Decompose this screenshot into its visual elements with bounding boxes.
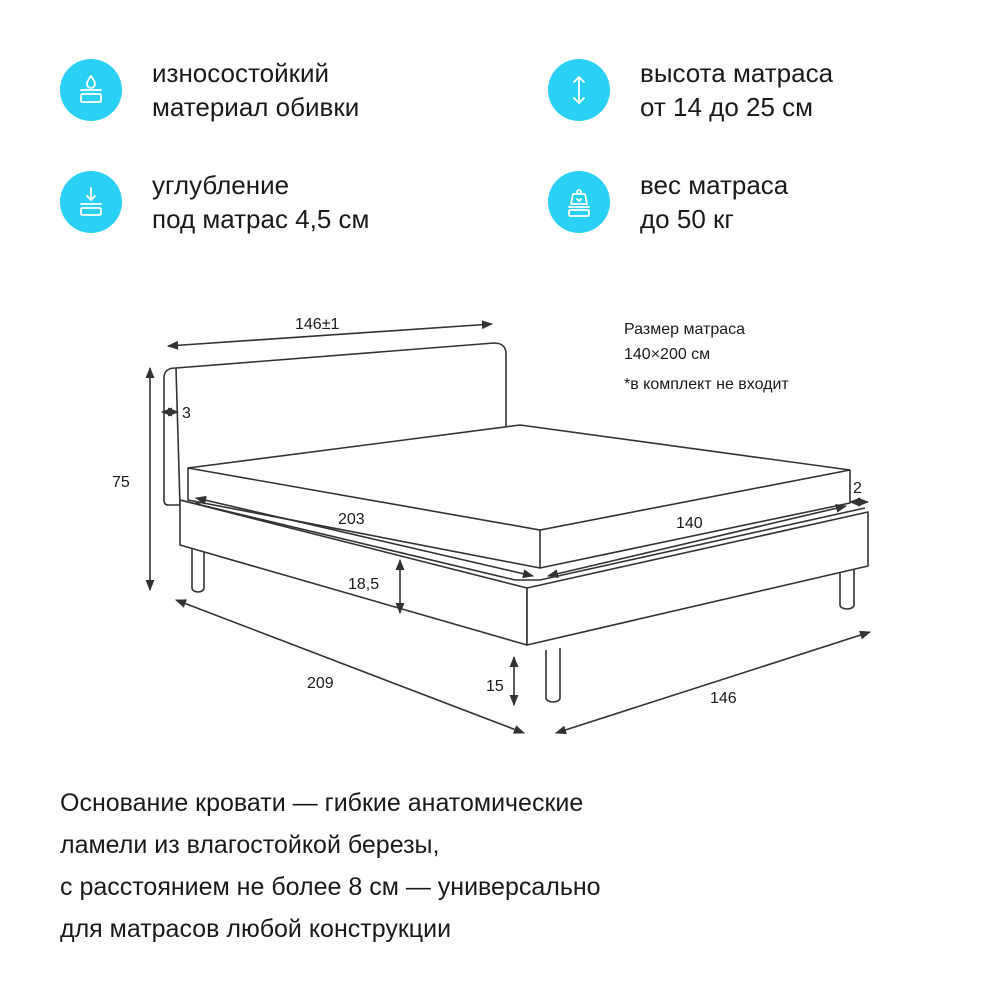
mattress-size-label: Размер матраса	[624, 321, 746, 338]
feature-line: углубление	[152, 170, 290, 200]
dim-label-frame-height: 18,5	[348, 576, 380, 593]
feature-line: материал обивки	[152, 92, 360, 122]
dim-label-total-width: 146	[710, 690, 737, 707]
dim-line-total-width	[556, 632, 870, 733]
feature-wear-resistant	[60, 56, 359, 124]
mattress-size-value: 140×200 см	[624, 346, 711, 363]
bed-outline	[164, 343, 868, 702]
description-text	[60, 782, 601, 950]
feature-mattress-weight	[548, 168, 788, 236]
description-line: ламели из влагостойкой березы,	[60, 831, 440, 859]
feature-line: от 14 до 25 см	[640, 92, 814, 122]
dim-label-leg-height: 15	[486, 678, 504, 695]
feature-recess	[60, 168, 369, 236]
mattress-not-included-note: *в комплект не входит	[624, 376, 789, 393]
feature-line: до 50 кг	[640, 204, 734, 234]
weight-icon	[548, 171, 610, 233]
dim-label-total-height: 75	[112, 474, 130, 491]
description-line: для матрасов любой конструкции	[60, 915, 452, 943]
bed-leg	[192, 548, 204, 592]
feature-line: износостойкий	[152, 58, 330, 88]
feature-text	[152, 56, 359, 124]
down-arrow-tray-icon	[60, 171, 122, 233]
dim-label-mattress-length: 203	[338, 511, 365, 528]
feature-text	[640, 168, 788, 236]
dim-label-gap: 2	[853, 480, 862, 497]
bed-technical-drawing	[0, 290, 1000, 750]
description-line: с расстоянием не более 8 см — универсально	[60, 873, 601, 901]
dim-label-headboard-width: 146±1	[295, 316, 340, 333]
dim-label-mattress-width: 140	[676, 515, 703, 532]
dim-label-total-length: 209	[307, 675, 334, 692]
dim-label-headboard-thickness: 3	[182, 405, 191, 422]
feature-line: вес матраса	[640, 170, 789, 200]
bed-leg	[546, 648, 560, 702]
vertical-arrows-icon	[548, 59, 610, 121]
drop-layers-icon	[60, 59, 122, 121]
description-line: Основание кровати — гибкие анатомические	[60, 789, 584, 817]
feature-line: высота матраса	[640, 58, 834, 88]
feature-line: под матрас 4,5 см	[152, 204, 370, 234]
feature-text	[640, 56, 833, 124]
feature-mattress-height	[548, 56, 833, 124]
feature-text	[152, 168, 369, 236]
